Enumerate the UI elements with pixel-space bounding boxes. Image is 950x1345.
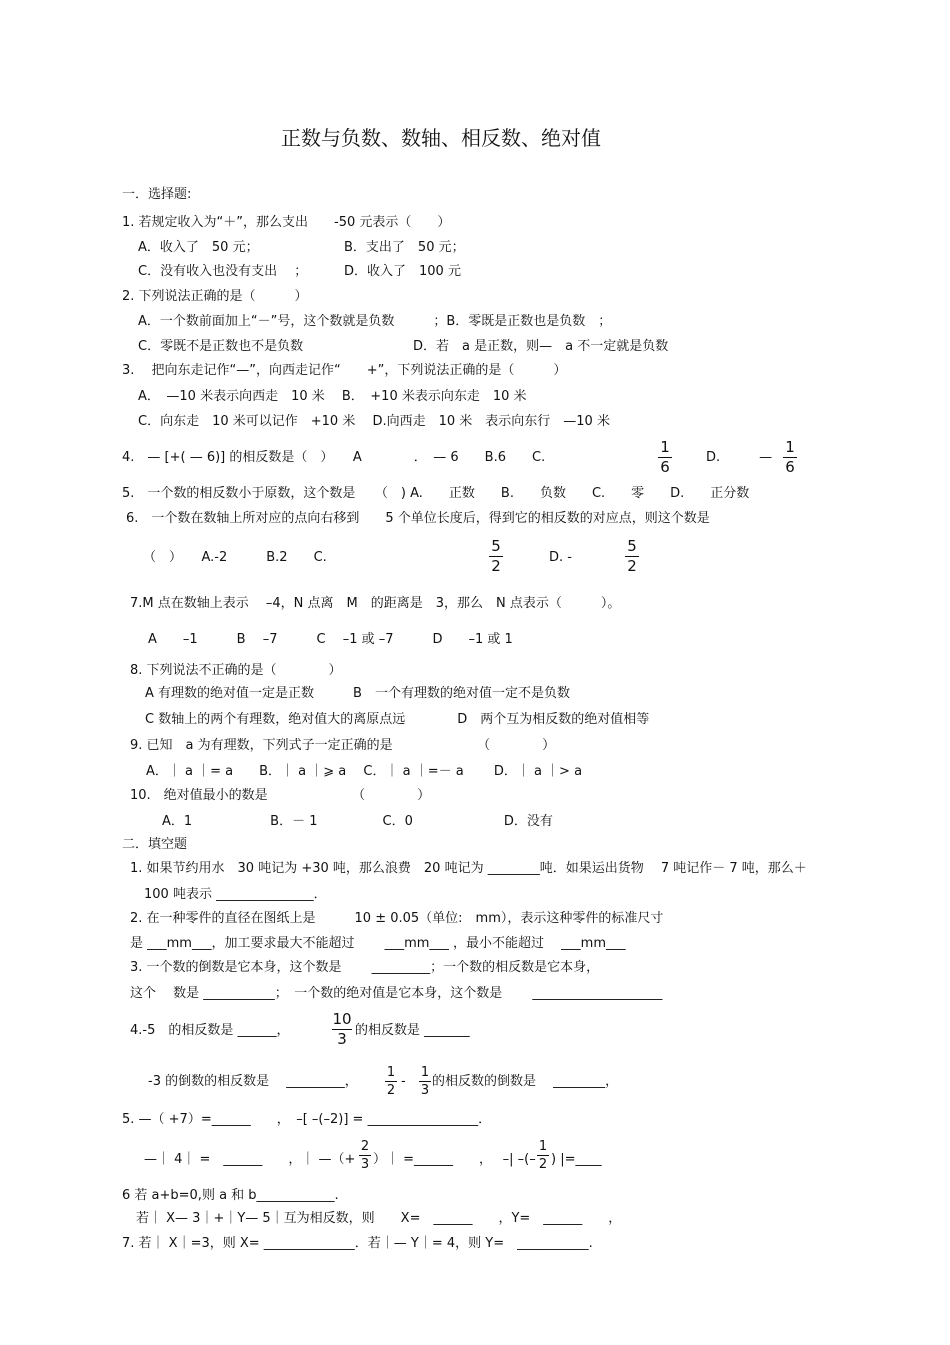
- fraction-numerator: 1: [386, 1065, 396, 1080]
- fill-3-line-1: 3. 一个数的倒数是它本身，这个数是 _________；一个数的相反数是它本身，: [130, 960, 600, 975]
- fill-1-line-2: 100 吨表示 _______________．: [144, 887, 327, 902]
- fill-5-line-2-b: ）｜ =______ ， –| –(–: [373, 1152, 536, 1167]
- question-1-option-d: D．收入了 100 元: [344, 264, 461, 279]
- question-7: 7.M 点在数轴上表示 –4，N 点离 M 的距离是 3，那么 N 点表示（ ）。: [130, 596, 621, 611]
- question-6-fraction-c: [489, 539, 503, 574]
- fill-4-part-e: 的相反数的倒数是 ________，: [432, 1074, 619, 1089]
- fraction-denominator: 2: [627, 557, 637, 575]
- question-4-fraction-c: [658, 440, 672, 475]
- fraction-denominator: 3: [420, 1083, 430, 1098]
- fraction-denominator: 2: [538, 1157, 548, 1172]
- question-6-options: （ ） A.-2 B.2 C.: [143, 550, 327, 565]
- fraction-denominator: 2: [386, 1083, 396, 1098]
- fill-6-line-1: 6 若 a+b=0,则 a 和 b____________.: [122, 1188, 339, 1203]
- fill-4-minus: -: [401, 1074, 406, 1089]
- question-4-option-d: D. —: [706, 450, 773, 465]
- question-2-option-d: D．若 a 是正数，则— a 不一定就是负数: [413, 339, 669, 354]
- fraction-denominator: 6: [785, 458, 795, 476]
- fill-4-fraction-ten-thirds: [332, 1012, 352, 1047]
- question-3-options-cd: C．向东走 10 米可以记作 +10 米 D.向西走 10 米 表示向东行 —10 米: [138, 414, 610, 429]
- fraction-numerator: 1: [420, 1065, 430, 1080]
- fraction-numerator: 2: [360, 1139, 370, 1154]
- question-10-options: A．1 B．－ 1 C．0 D．没有: [162, 814, 553, 829]
- question-8-options-ab: A 有理数的绝对值一定是正数 B 一个有理数的绝对值一定不是负数: [145, 686, 570, 701]
- fraction-numerator: 5: [627, 537, 637, 555]
- fill-4-fraction-half: [385, 1066, 397, 1097]
- question-1: 1. 若规定收入为“＋”，那么支出 -50 元表示（ ）: [122, 215, 451, 230]
- question-6: 6. 一个数在数轴上所对应的点向右移到 5 个单位长度后，得到它的相反数的对应点，则这个数是: [126, 511, 710, 526]
- question-2-option-c: C．零既不是正数也不是负数: [138, 339, 304, 354]
- question-3: 3. 把向东走记作“—”，向西走记作“ +”，下列说法正确的是（ ）: [122, 363, 567, 378]
- fill-5-fraction-half: [537, 1140, 549, 1171]
- fraction-denominator: 6: [660, 458, 670, 476]
- fill-3-line-2: 这个 数是 ___________； 一个数的绝对值是它本身，这个数是 ____________________: [130, 986, 663, 1001]
- fill-5-line-2-a: —｜ 4｜ = ______ ，｜ —（+: [144, 1152, 356, 1167]
- question-2-options-ab: A．一个数前面加上“－”号，这个数就是负数 ；B．零既是正数也是负数 ；: [138, 314, 612, 329]
- question-4-fraction-d: [783, 440, 797, 475]
- fraction-numerator: 5: [491, 537, 501, 555]
- fill-5-line-2-c: ) |=____: [551, 1152, 602, 1167]
- fraction-numerator: 1: [785, 438, 795, 456]
- page-title: 正数与负数、数轴、相反数、绝对值: [281, 126, 601, 150]
- fill-6-line-2: 若｜ X— 3｜+｜Y— 5｜互为相反数，则 X= ______ ，Y= ______ ，: [136, 1211, 622, 1226]
- question-2: 2. 下列说法正确的是（ ）: [122, 289, 308, 304]
- question-6-option-d: D. -: [549, 550, 572, 565]
- question-9: 9. 已知 a 为有理数，下列式子一定正确的是 （ ）: [130, 738, 556, 753]
- question-1-option-b: B．支出了 50 元；: [344, 240, 465, 255]
- fill-2-line-2: 是 ___mm___，加工要求最大不能超过 ___mm___ ，最小不能超过 ___mm___: [130, 936, 626, 951]
- fraction-numerator: 10: [332, 1010, 352, 1028]
- fraction-numerator: 1: [538, 1139, 548, 1154]
- fraction-numerator: 1: [660, 438, 670, 456]
- section-heading-fill: 二．填空题: [122, 837, 188, 852]
- question-7-options: A –1 B –7 C –1 或 –7 D –1 或 1: [148, 632, 513, 647]
- fill-2-line-1: 2. 在一种零件的直径在图纸上是 10 ± 0.05（单位: mm），表示这种零件的标准尺寸: [130, 911, 664, 926]
- question-4: 4. — [+( — 6)] 的相反数是（ ） A ． — 6 B.6 C.: [122, 450, 546, 465]
- fill-4-part-c: -3 的倒数的相反数是 _________，: [148, 1074, 358, 1089]
- question-9-options: A．｜ a ｜= a B．｜ a ｜⩾ a C．｜ a ｜=－ a D．｜ a ｜> a: [146, 764, 583, 779]
- fill-4-part-a: 4.-5 的相反数是 ______，: [130, 1023, 290, 1038]
- fraction-denominator: 2: [491, 557, 501, 575]
- question-1-option-a: A．收入了 50 元；: [138, 240, 259, 255]
- fill-7: 7. 若｜ X｜=3，则 X= ______________．若｜— Y｜= 4，则 Y= ___________.: [122, 1236, 593, 1251]
- question-8-options-cd: C 数轴上的两个有理数，绝对值大的离原点远 D 两个互为相反数的绝对值相等: [145, 712, 650, 727]
- fraction-denominator: 3: [337, 1030, 347, 1048]
- question-6-fraction-d: [625, 539, 639, 574]
- fill-5-fraction-two-thirds: [359, 1140, 371, 1171]
- question-10: 10. 绝对值最小的数是 （ ）: [130, 788, 431, 803]
- question-5: 5. 一个数的相反数小于原数，这个数是 （ ) A. 正数 B. 负数 C. 零 D. 正分数: [122, 486, 750, 501]
- fill-4-fraction-third: [419, 1066, 431, 1097]
- question-8: 8. 下列说法不正确的是（ ）: [130, 663, 342, 678]
- section-heading-choice: 一．选择题:: [122, 187, 192, 202]
- fill-5-line-1: 5. —（ +7）=______ ， –[ –(–2)] = _________________．: [122, 1112, 492, 1127]
- fill-1-line-1: 1. 如果节约用水 30 吨记为 +30 吨，那么浪费 20 吨记为 ________吨．如果运出货物 7 吨记作－ 7 吨，那么＋: [130, 861, 807, 876]
- question-1-option-c: C．没有收入也没有支出 ；: [138, 264, 308, 279]
- fraction-denominator: 3: [360, 1157, 370, 1172]
- question-3-options-ab: A． —10 米表示向西走 10 米 B． +10 米表示向东走 10 米: [138, 389, 527, 404]
- fill-4-part-b: 的相反数是 _______: [355, 1023, 470, 1038]
